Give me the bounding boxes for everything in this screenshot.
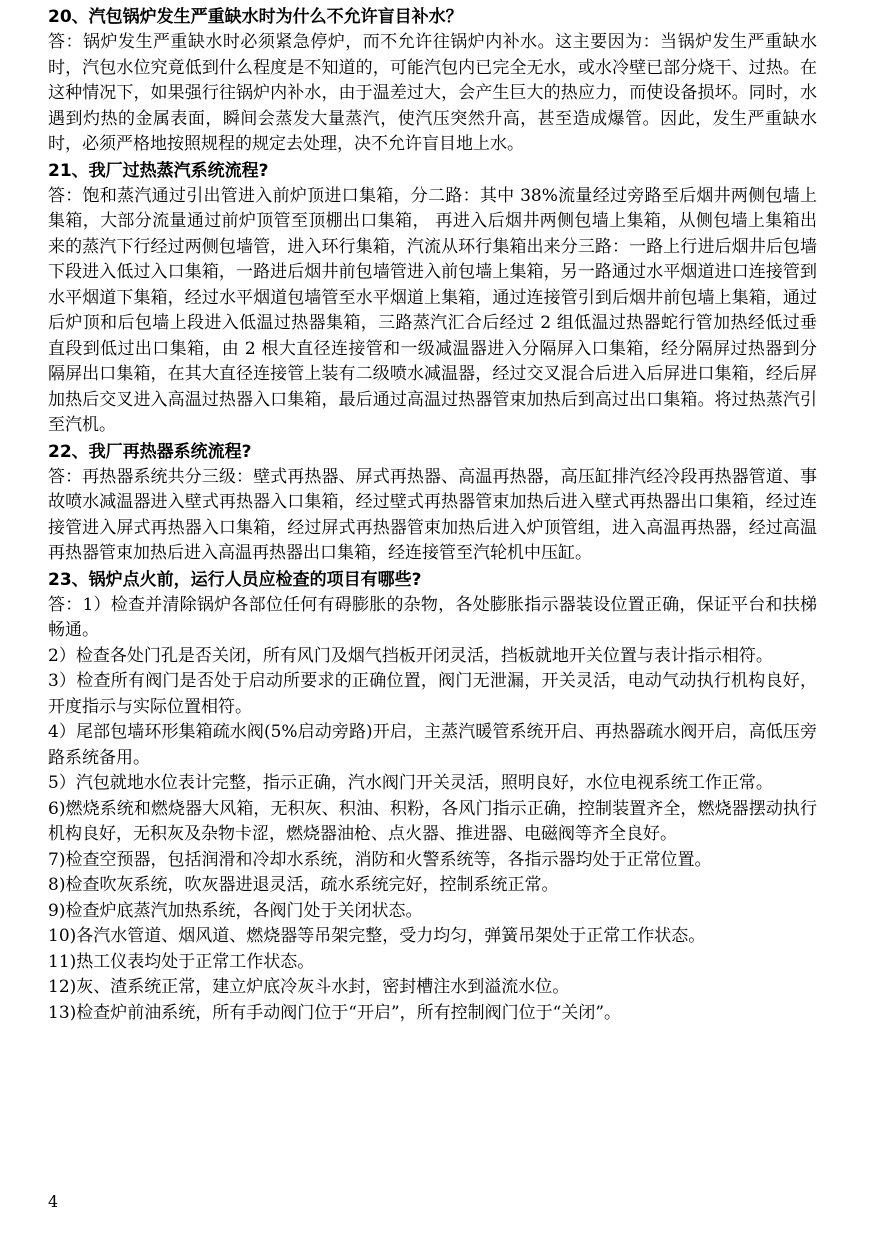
question-23-item-11: 11)热工仪表均处于正常工作状态。 xyxy=(48,951,315,972)
question-23-item-12: 12)灰、渣系统正常，建立炉底冷灰斗水封，密封槽注水到溢流水位。 xyxy=(48,977,570,997)
question-20-answer: 答：锅炉发生严重缺水时必须紧急停炉，而不允许往锅炉内补水。这主要因为：当锅炉发生严重缺水时，汽包水位究竟低到什么程度是不知道的，可能汽包内已完全无水，或水冷壁已部分烧干、过热。在这种情况下，如果强行往锅炉内补水，由于温差过大，会产生巨大的热应力，而使设备损坏。同时，水遇到灼热的金属表面，瞬间会蒸发大量蒸汽，使汽压突然升高，甚至造成爆管。因此，发生严重缺水时，必须严格地按照规程的规定去处理，决不允许盲目地上水。 xyxy=(48,32,817,154)
question-23-item-2: 2）检查各处门孔是否关闭，所有风门及烟气挡板开闭灵活，挡板就地开关位置与表计指示相符。 xyxy=(48,645,773,666)
question-23-title: 23、锅炉点火前，运行人员应检查的项目有哪些? xyxy=(48,569,422,590)
question-23-item-4: 4）尾部包墙环形集箱疏水阀(5%启动旁路)开启，主蒸汽暖管系统开启、再热器疏水阀开启，高低压旁路系统备用。 xyxy=(48,722,817,768)
question-23-item-10: 10)各汽水管道、烟风道、燃烧器等吊架完整，受力均匀，弹簧吊架处于正常工作状态。 xyxy=(48,926,706,946)
question-23-item-7: 7)检查空预器，包括润滑和冷却水系统，消防和火警系统等，各指示器均处于正常位置。 xyxy=(48,849,712,870)
question-23-item-9: 9)检查炉底蒸汽加热系统，各阀门处于关闭状态。 xyxy=(48,900,423,921)
question-22-answer: 答：再热器系统共分三级：壁式再热器、屏式再热器、高温再热器，高压缸排汽经冷段再热器管道、事故喷水减温器进入壁式再热器入口集箱，经过壁式再热器管束加热后进入壁式再热器出口集箱，经过连接管进入屏式再热器入口集箱，经过屏式再热器管束加热后进入炉顶管组，进入高温再热器，经过高温再热器管束加热后进入高温再热器出口集箱，经连接管至汽轮机中压缸。 xyxy=(48,466,817,563)
question-23-item-13: 13)检查炉前油系统，所有手动阀门位于“开启”，所有控制阀门位于“关闭”。 xyxy=(48,1002,622,1023)
question-23-item-3: 3）检查所有阀门是否处于启动所要求的正确位置，阀门无泄漏，开关灵活，电动气动执行机构良好，开度指示与实际位置相符。 xyxy=(48,671,817,717)
question-23-item-8: 8)检查吹灰系统，吹灰器进退灵活，疏水系统完好，控制系统正常。 xyxy=(48,875,559,895)
question-20-title: 20、汽包锅炉发生严重缺水时为什么不允许盲目补水？ xyxy=(48,7,463,27)
question-21-answer: 答：饱和蒸汽通过引出管进入前炉顶进口集箱，分二路：其中 38%流量经过旁路至后烟井两侧包墙上集箱，大部分流量通过前炉顶管至顶棚出口集箱， 再进入后烟井两侧包墙上集箱，从侧包墙上集箱出来的蒸汽下行经过两侧包墙管，进入环行集箱，汽流从环行集箱出来分三路：一路上行进后烟井后包墙下段进入低过入口集箱，一路进后烟井前包墙管进入前包墙上集箱，另一路通过水平烟道进口连接管到水平烟道下集箱，经过水平烟道包墙管至水平烟道上集箱，通过连接管引到后烟井前包墙上集箱，通过后炉顶和后包墙上段进入低温过热器集箱，三路蒸汽汇合后经过 2 组低温过热器蛇行管加热经低过垂直段到低过出口集箱，由 2 根大直径连接管和一级减温器进入分隔屏入口集箱，经分隔屏过热器到分隔屏出口集箱，在其大直径连接管上装有二级喷水减温器，经过交叉混合后进入后屏进口集箱，经后屏加热后交叉进入高温过热器入口集箱，最后通过高温过热器管束加热后到高过出口集箱。将过热蒸汽引至汽机。 xyxy=(48,185,817,435)
question-21-title: 21、我厂过热蒸汽系统流程? xyxy=(48,160,269,181)
question-23-item-5: 5）汽包就地水位表计完整，指示正确，汽水阀门开关灵活，照明良好，水位电视系统工作正常。 xyxy=(48,773,773,793)
question-23-item-1: 答：1）检查并清除锅炉各部位任何有碍膨胀的杂物，各处膨胀指示器装设位置正确，保证平台和扶梯畅通。 xyxy=(48,594,817,640)
page-number: 4 xyxy=(48,1192,59,1211)
question-22-title: 22、我厂再热器系统流程? xyxy=(48,441,252,462)
question-23-item-6: 6)燃烧系统和燃烧器大风箱，无积灰、积油、积粉，各风门指示正确，控制装置齐全，燃烧器摆动执行机构良好，无积灰及杂物卡涩，燃烧器油枪、点火器、推进器、电磁阀等齐全良好。 xyxy=(48,798,817,844)
